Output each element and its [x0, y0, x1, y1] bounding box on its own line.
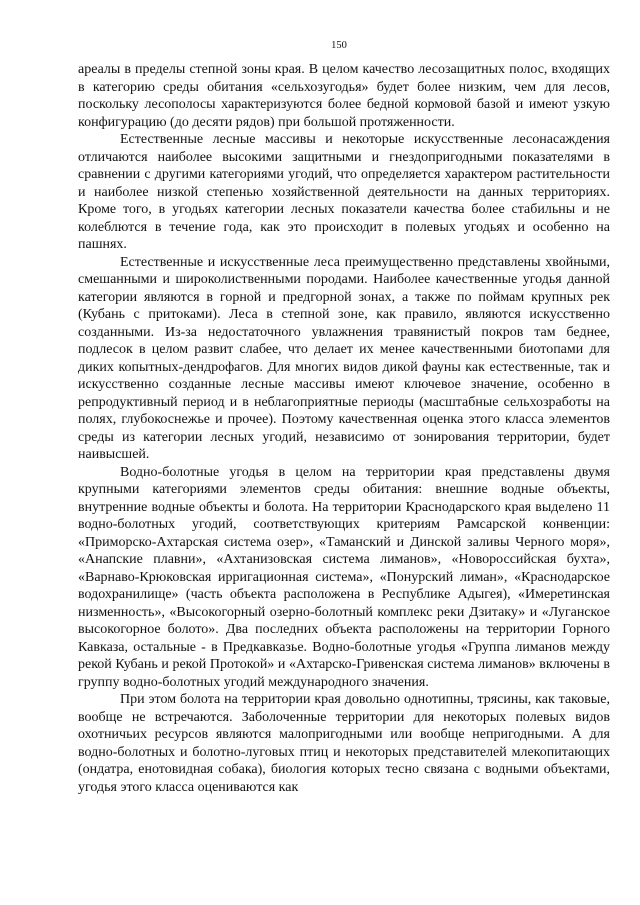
paragraph-1: ареалы в пределы степной зоны края. В целом качество лесозащитных полос, входящих в категорию среды обитания «сельхозугодья» будет более низким, чем для лесов, поскольку лесополосы характеризуются более бедной кормовой базой и имеют узкую конфигурацию (до десяти рядов) при большой протяженности.	[78, 62, 610, 130]
page-number: 150	[331, 40, 347, 51]
paragraph-2: Естественные лесные массивы и некоторые искусственные лесонасаждения отличаются наиболее высокими защитными и гнездопригодными показателями в сравнении с другими категориями угодий, что определяется характером растительности и наиболее низкой степенью хозяйственной деятельности на данных территориях. Кроме того, в угодьях категории лесных показатели качества более стабильны и не колеблются в течение года, как это происходит в полевых угодьях и особенно на пашнях.	[78, 132, 610, 252]
paragraph-4: Водно-болотные угодья в целом на территории края представлены двумя крупными категориями элементов среды обитания: внешние водные объекты, внутренние водные объекты и болота. На территории Краснодарского края выделено 11 водно-болотных угодий, соответствующих критериям Рамсарской конвенции: «Приморско-Ахтарская система озер», «Таманский и Динской заливы Черного моря», «Анапские плавни», «Ахтанизовская система лиманов», «Новороссийская бухта», «Варнаво-Крюковская ирригационная система», «Понурский лиман», «Краснодарское водохранилище» (часть объекта расположена в Республике Адыгея), «Имеретинская низменность», «Высокогорный озерно-болотный комплекс реки Дзитаку» и «Луганское высокогорное болото». Два последних объекта расположены на территории Горного Кавказа, остальные - в Предкавказье. Водно-болотные угодья «Группа лиманов между рекой Кубань и рекой Протокой» и «Ахтарско-Гривенская система лиманов» включены в группу водно-болотных угодий международного значения.	[78, 464, 610, 690]
paragraph-5: При этом болота на территории края довольно однотипны, трясины, как таковые, вообще не встречаются. Заболоченные территории для некоторых полевых видов охотничьих ресурсов являются малопригодными или вообще непригодными. А для водно-болотных и болотно-луговых птиц и некоторых представителей млекопитающих (ондатра, енотовидная собака), биология которых тесно связана с водными объектами, угодья этого класса оцениваются как	[78, 692, 610, 795]
paragraph-3: Естественные и искусственные леса преимущественно представлены хвойными, смешанными и широколиственными породами. Наиболее качественные угодья данной категории являются в горной и предгорной зонах, а также по поймам крупных рек (Кубань с притоками). Леса в степной зоне, как правило, являются искусственно созданными. Из-за недостаточного увлажнения травянистый покров там беднее, подлесок в целом развит слабее, что делает их менее качественными биотопами для диких копытных-дендрофагов. Для многих видов дикой фауны как естественные, так и искусственно созданные лесные массивы имеют ключевое значение, особенно в репродуктивный период и в неблагоприятные периоды (масштабные сельхозработы на полях, глубокоснежье и прочее). Поэтому качественная оценка этого класса элементов среды из категории лесных угодий, независимо от зонирования территории, будет наивысшей.	[78, 254, 610, 462]
